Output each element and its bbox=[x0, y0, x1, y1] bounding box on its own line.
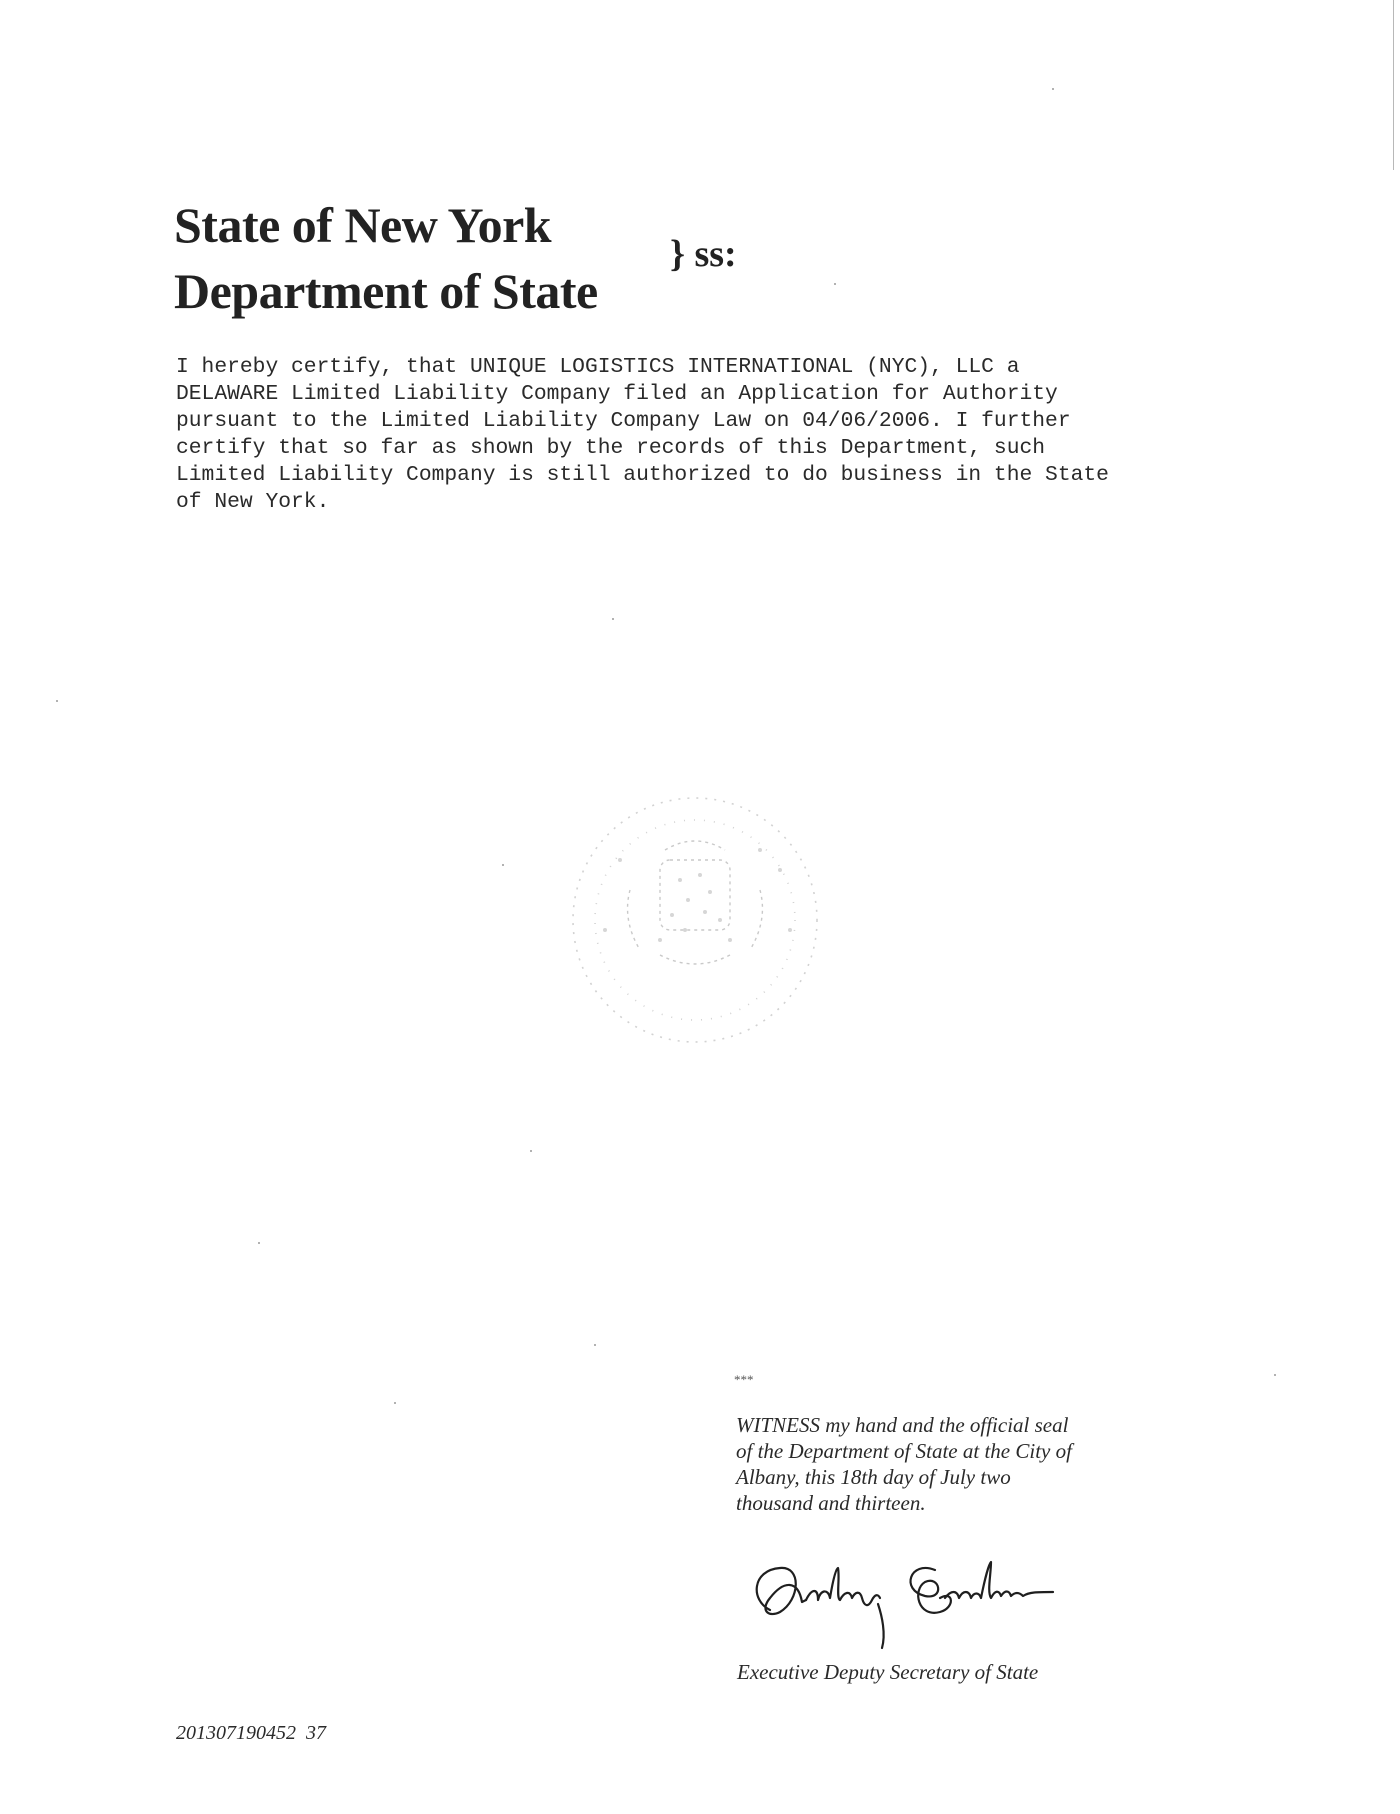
ss-mark: } ss: bbox=[670, 233, 737, 275]
scan-speck bbox=[56, 700, 58, 702]
scan-speck bbox=[530, 1150, 532, 1152]
scan-speck bbox=[1052, 88, 1054, 90]
witness-line: Albany, this 18th day of July two bbox=[736, 1465, 1011, 1489]
document-number: 201307190452 37 bbox=[176, 1722, 326, 1744]
certification-line: pursuant to the Limited Liability Company Law on 04/06/2006. I further bbox=[176, 409, 1071, 433]
scan-speck bbox=[394, 1402, 396, 1404]
separator-stars: *** bbox=[734, 1372, 754, 1387]
scan-speck bbox=[834, 283, 836, 285]
letterhead bbox=[174, 192, 874, 322]
certification-line: I hereby certify, that UNIQUE LOGISTICS INTERNATIONAL (NYC), LLC a bbox=[176, 355, 1020, 379]
witness-clause bbox=[736, 1412, 1156, 1516]
state-seal-embossed bbox=[560, 780, 830, 1050]
certification-line: certify that so far as shown by the records of this Department, such bbox=[176, 436, 1046, 460]
scan-speck bbox=[612, 618, 614, 620]
witness-line: of the Department of State at the City of bbox=[736, 1439, 1072, 1463]
certification-text bbox=[176, 354, 1256, 516]
witness-line: thousand and thirteen. bbox=[736, 1491, 926, 1515]
scan-speck bbox=[258, 1242, 260, 1244]
certification-line: Limited Liability Company is still authorized to do business in the State bbox=[176, 463, 1109, 487]
certification-line: of New York. bbox=[176, 490, 330, 514]
signer-title: Executive Deputy Secretary of State bbox=[737, 1660, 1039, 1684]
certification-line: DELAWARE Limited Liability Company filed an Application for Authority bbox=[176, 382, 1058, 406]
scan-speck bbox=[1274, 1374, 1276, 1376]
scan-speck bbox=[594, 1344, 596, 1346]
handwritten-signature bbox=[740, 1540, 1100, 1660]
scan-speck bbox=[502, 864, 504, 866]
scan-edge-line bbox=[1393, 0, 1394, 170]
heading-state: State of New York bbox=[174, 197, 552, 253]
witness-line: WITNESS my hand and the official seal bbox=[736, 1413, 1069, 1437]
heading-department: Department of State bbox=[174, 263, 598, 319]
